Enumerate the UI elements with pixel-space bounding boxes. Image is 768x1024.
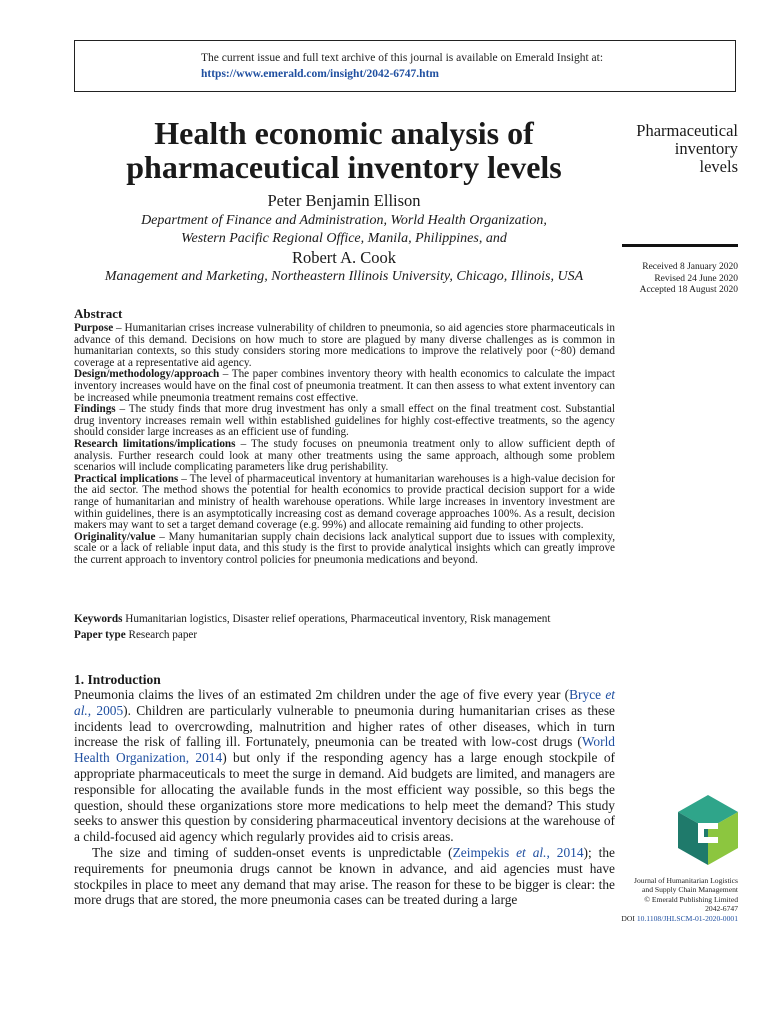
citation-zeimpekis-link[interactable] xyxy=(453,845,584,860)
publisher: © Emerald Publishing Limited xyxy=(644,894,738,904)
emerald-logo-icon xyxy=(676,793,740,867)
author-2: Robert A. Cook xyxy=(291,248,397,267)
running-title-line: levels xyxy=(699,157,738,176)
citation-who-link[interactable]: World Health Organization, 2014 xyxy=(74,734,615,766)
citation-year: , 2014 xyxy=(546,844,584,860)
affiliation-2: Management and Marketing, Northeastern Illinois University, Chicago, Illinois, USA xyxy=(104,269,584,284)
abstract-heading: Abstract xyxy=(74,306,123,321)
abstract-text: – The paper combines inventory theory with health economics to calculate the impact inventory increases would have on the final cost of pneumonia treatment. It can then assess to what extent inventory can be increased while pneumonia treatment remains cost effective. xyxy=(74,368,615,404)
running-title-line: inventory xyxy=(674,139,738,158)
abstract-text: – The study finds that more drug investment has only a small effect on the final treatment cost. Substantial drug inventory increases remain well within established guidelines for highly cost-effective treatments, so the agency should consider large increases as an efficient use of funding. xyxy=(74,403,615,439)
doi-link[interactable]: 10.1108/JHLSCM-01-2020-0001 xyxy=(636,913,738,923)
paper-type-label: Paper type xyxy=(74,629,126,641)
doi-line xyxy=(600,914,738,923)
abstract-findings xyxy=(74,404,615,439)
abstract-originality xyxy=(74,532,615,567)
banner-text: The current issue and full text archive of this journal is available on Emerald Insight at: xyxy=(201,52,604,64)
citation-etal: et al. xyxy=(74,687,615,718)
citation-author: Bryce xyxy=(569,687,606,702)
article-title xyxy=(74,116,614,184)
abstract-practical xyxy=(74,474,615,532)
journal-name-line-1: Journal of Humanitarian Logistics xyxy=(634,876,738,885)
title-line-1: Health economic analysis of xyxy=(154,115,534,151)
keywords-text: Humanitarian logistics, Disaster relief operations, Pharmaceutical inventory, Risk management xyxy=(122,613,551,625)
introduction-heading: 1. Introduction xyxy=(74,672,161,687)
accepted-date: Accepted 18 August 2020 xyxy=(639,285,738,295)
citation-etal: et al. xyxy=(516,844,547,860)
intro-text: ). Children are particularly vulnerable to pneumonia during humanitarian crises as these incidents lead to overcrowding, malnutrition and higher rates of other diseases, which in turn increase the risk of falling ill. Fortunately, pneumonia can be treated with low-cost drugs ( xyxy=(74,702,616,750)
affiliation-1-line-1: Department of Finance and Administration, World Health Organization, xyxy=(141,213,547,228)
abstract-label: Practical implications xyxy=(74,472,179,485)
abstract-design xyxy=(74,369,615,404)
introduction-body xyxy=(74,687,615,908)
abstract-text: – Many humanitarian supply chain decisions lack analytical support due to issues with complexity, scale or a lack of reliable input data, and this study is the first to provide analytical insights which can greatly improve the current approach to inventory control policies for pneumonia medications and beyond. xyxy=(74,530,615,566)
intro-text: Pneumonia claims the lives of an estimated 2m children under the age of five every year ( xyxy=(74,687,570,702)
intro-text: ) but only if the responding agency has a large enough stockpile of appropriate pharmaceuticals to meet the surge in demand. Aid budgets are limited, and managers are responsible for allocating the available funds in the most efficient way possible, so this begs the question, should these organizations store more medications to help meet the demand? This study seeks to answer this question by considering pharmaceutical inventory decisions at the warehouse of a child-focused aid agency which regularly provides aid to crisis areas. xyxy=(74,750,615,845)
revised-date: Revised 24 June 2020 xyxy=(654,273,738,284)
abstract-label: Purpose xyxy=(74,322,114,334)
abstract-text: – Humanitarian crises increase vulnerability of children to pneumonia, so aid agencies store pharmaceuticals in advance of this demand. Decisions on how much to store are plagued by many diverse challenges as is common in humanitarian contexts, so this study considers storing more medications to improve the relatively poor (~80) demand coverage at a representative aid agency. xyxy=(74,322,615,369)
title-line-2: pharmaceutical inventory levels xyxy=(126,149,562,185)
intro-text: The size and timing of sudden-onset events is unpredictable ( xyxy=(92,844,453,860)
journal-banner xyxy=(74,40,736,92)
affiliation-1-line-2: Western Pacific Regional Office, Manila, Philippines, and xyxy=(181,231,507,246)
citation-year: , 2005 xyxy=(87,702,124,718)
abstract-label: Findings xyxy=(74,403,116,416)
abstract-body xyxy=(74,323,615,566)
abstract-label: Design/methodology/approach xyxy=(74,368,220,381)
keywords-label: Keywords xyxy=(74,613,123,625)
journal-name-line-2: and Supply Chain Management xyxy=(642,885,738,895)
margin-rule xyxy=(622,244,738,247)
received-date: Received 8 January 2020 xyxy=(642,262,738,272)
issn: 2042-6747 xyxy=(705,904,738,914)
abstract-limitations xyxy=(74,439,615,474)
abstract-label: Research limitations/implications xyxy=(74,437,236,450)
running-title xyxy=(600,122,738,176)
intro-text: ); the requirements for pneumonia drugs cannot be known in advance, and aid agencies must have stockpiles in place to meet any demand that may arise. The reason for these to be bigger is clear: the more drugs that are stored, the more pneumonia cases can be treated during a large xyxy=(74,844,616,908)
journal-info xyxy=(600,876,738,923)
paper-type xyxy=(74,629,615,642)
running-title-line: Pharmaceutical xyxy=(636,121,738,140)
abstract-purpose xyxy=(74,323,615,369)
author-1: Peter Benjamin Ellison xyxy=(267,191,421,210)
doi-label: DOI xyxy=(621,913,637,923)
intro-paragraph-2 xyxy=(74,845,615,908)
banner-url-link[interactable]: https://www.emerald.com/insight/2042-6747.htm xyxy=(201,68,439,80)
abstract-text: – The study focuses on pneumonia treatment only to allow sufficient depth of analysis. Further research could look at many other treatments using the same approach, although some problem scenarios will include complicating parameters like drug perishability. xyxy=(74,437,615,474)
citation-author: Zeimpekis xyxy=(452,844,517,860)
paper-type-text: Research paper xyxy=(125,629,198,641)
abstract-label: Originality/value xyxy=(74,530,156,543)
abstract-text: – The level of pharmaceutical inventory at humanitarian warehouses is a high-value decision for the aid sector. The method shows the potential for health economics to provide practical decision support for a wide range of humanitarian and ministry of health warehouse operations. While large increases in inventory investment are within guidelines, there is an asymptotically increasing cost as demand coverage approaches 100%. As a result, decision makers may want to set a target demand coverage (e.g. 99%) and allocate remaining aid funding to other projects. xyxy=(74,472,615,532)
intro-paragraph-1 xyxy=(74,687,615,845)
keywords xyxy=(74,613,615,626)
